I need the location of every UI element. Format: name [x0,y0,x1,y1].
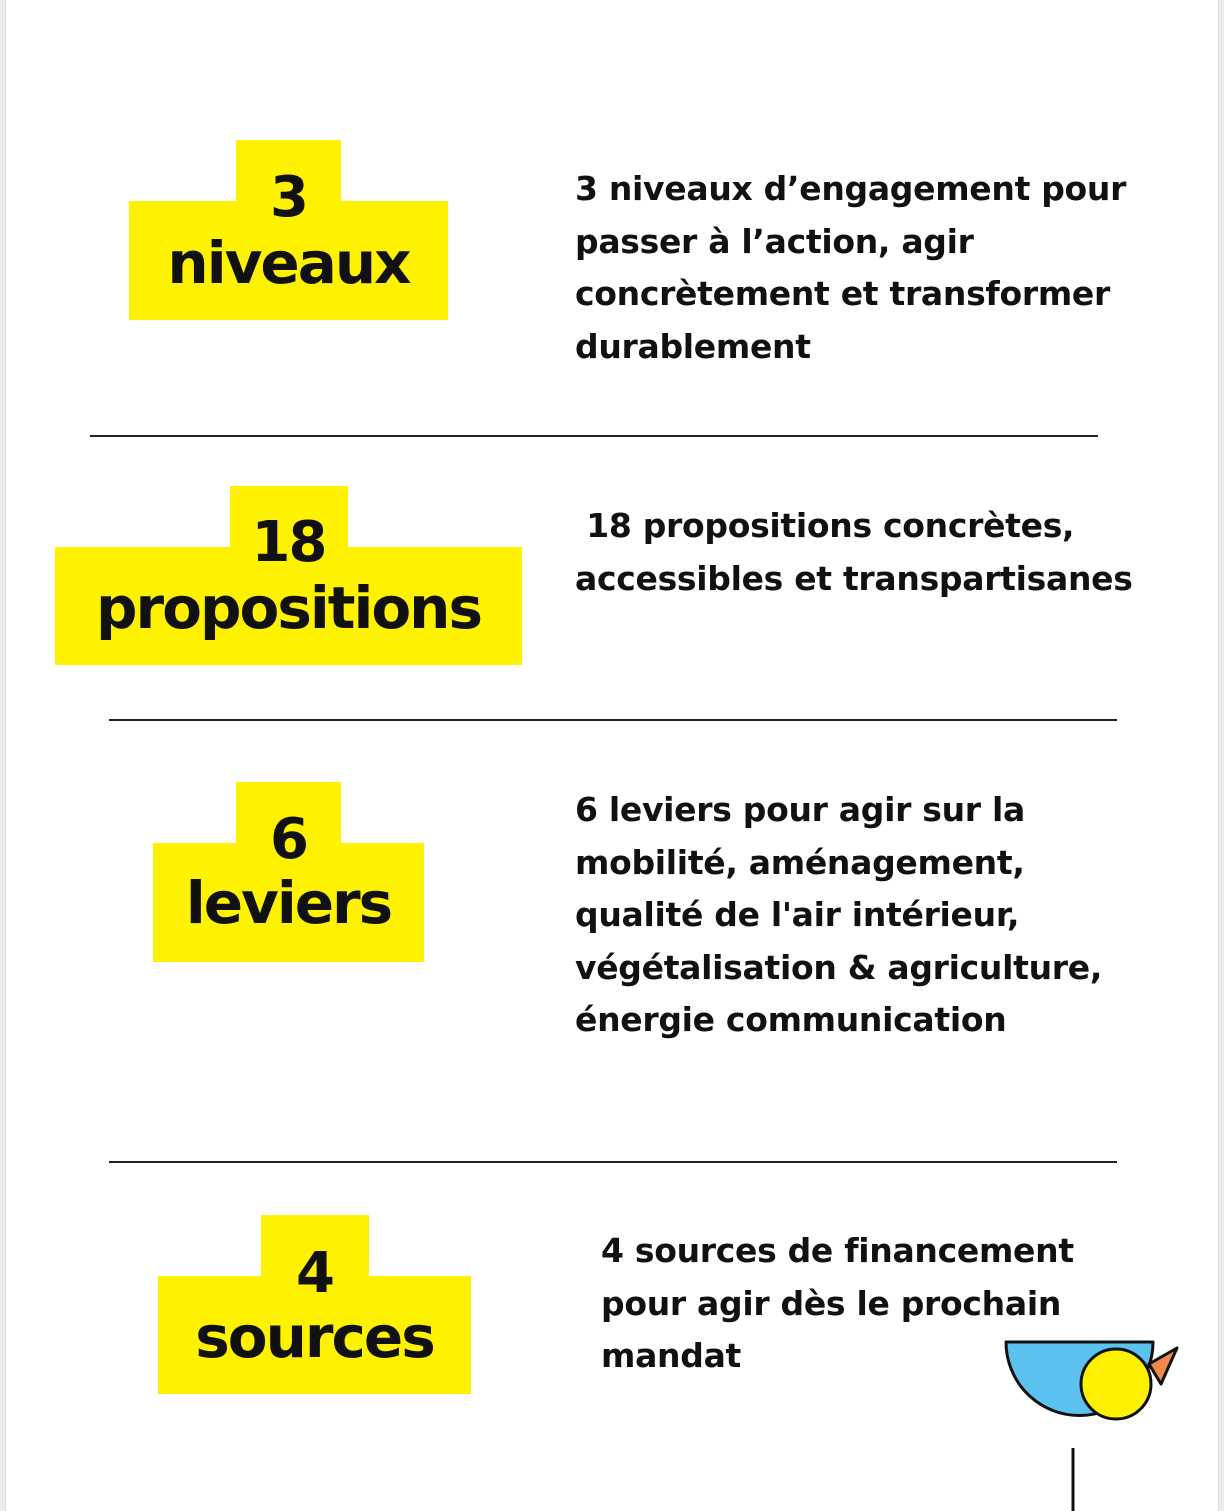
divider [90,435,1098,437]
stat-label: leviers [185,869,392,937]
bird-icon [1001,1340,1186,1511]
description-leviers: 6 leviers pour agir sur la mobilité, aménagement, qualité de l'air intérieur, végétalisation & agriculture, énergie communication [575,790,1103,1039]
description-sources: 4 sources de financement pour agir dès le prochain mandat [601,1231,1074,1375]
stat-label: niveaux [167,229,410,297]
divider [109,1161,1117,1163]
stat-label: propositions [95,574,481,642]
stat-label: sources [195,1303,434,1371]
stat-number: 18 [251,510,326,575]
description-propositions: 18 propositions concrètes, accessibles et transpartisanes [575,506,1133,598]
divider [109,719,1117,721]
page [5,0,1219,1511]
stat-number: 6 [270,807,307,872]
stat-number: 3 [270,165,307,230]
description-niveaux: 3 niveaux d’engagement pour passer à l’action, agir concrètement et transformer durablement [575,169,1127,366]
stat-number: 4 [296,1241,333,1306]
